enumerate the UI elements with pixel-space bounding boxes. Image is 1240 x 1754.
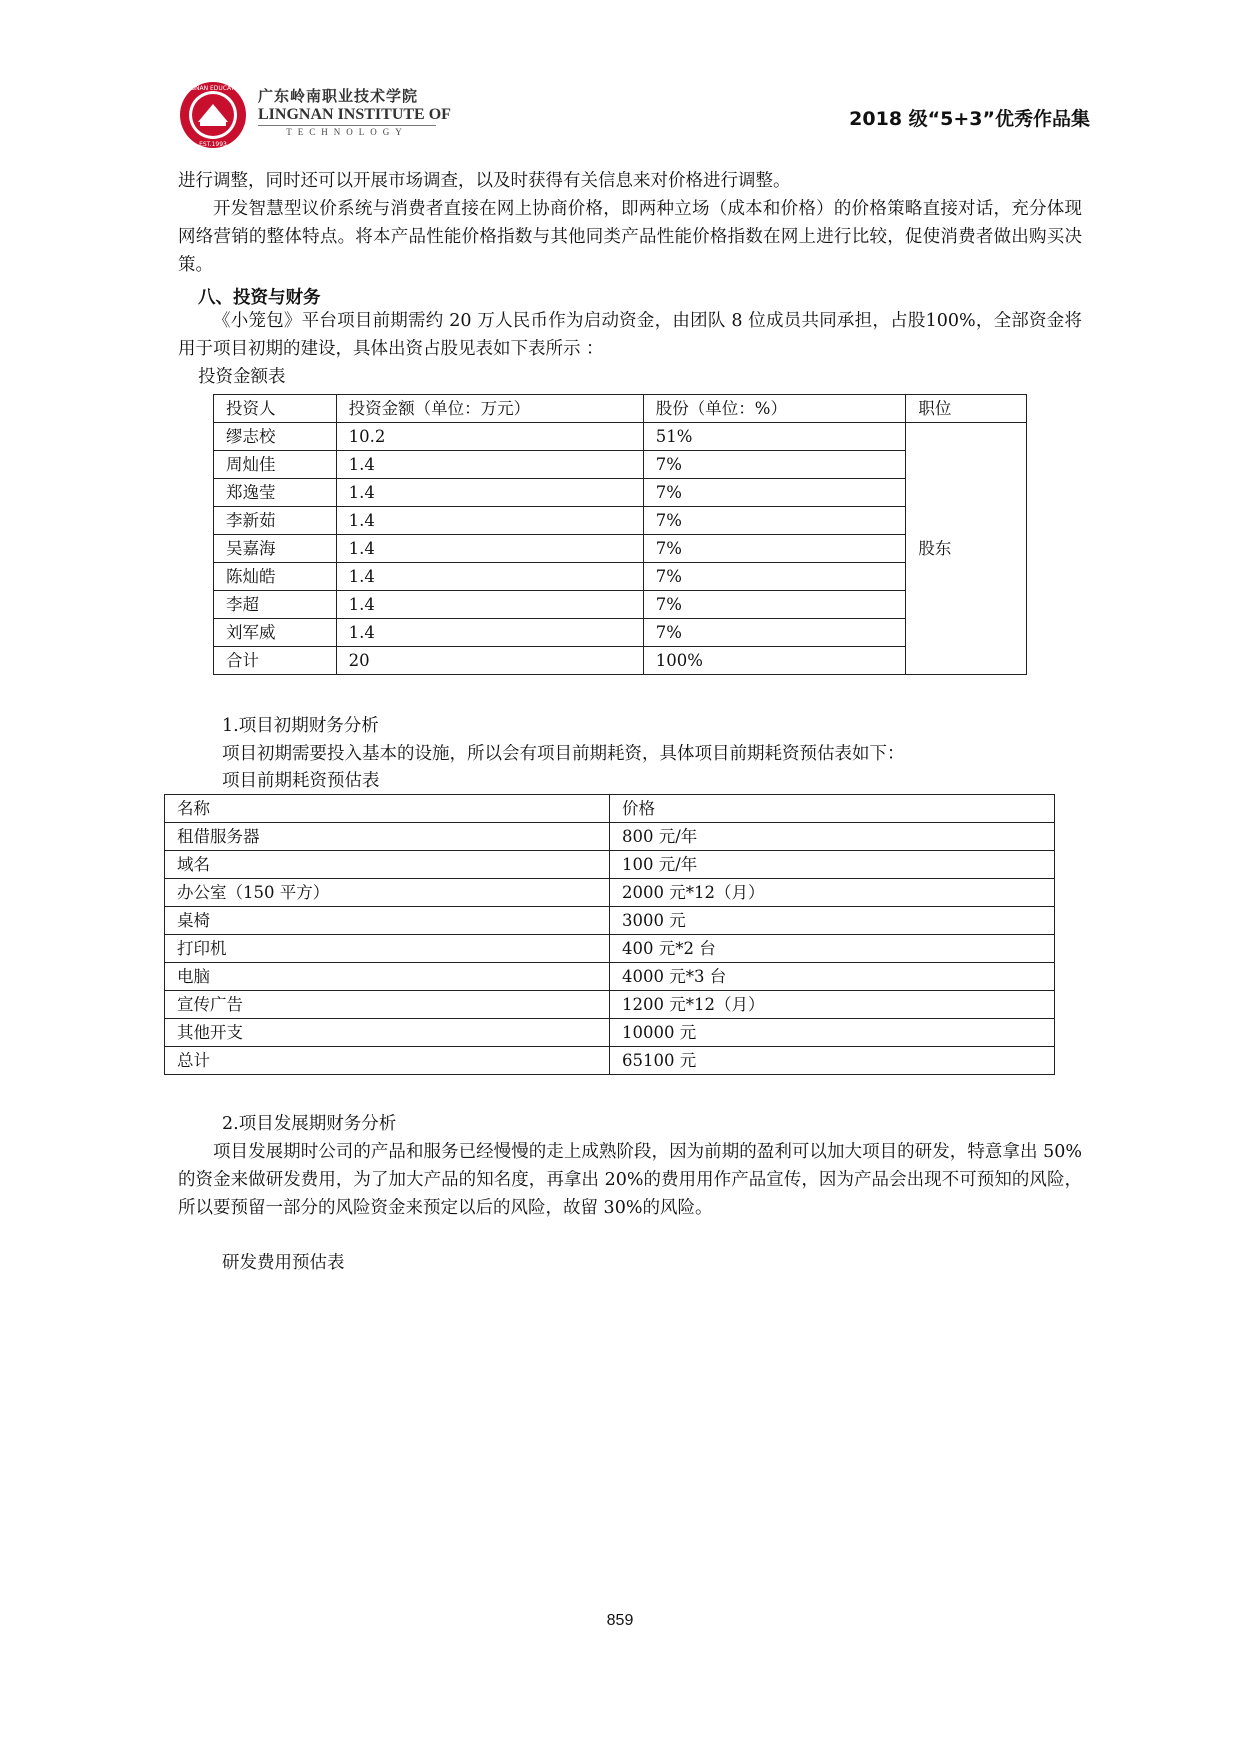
- table-row: [214, 535, 1027, 563]
- cost-table-caption: 项目前期耗资预估表: [222, 771, 380, 791]
- share-percent: 7%: [643, 563, 906, 591]
- table-row: [165, 851, 1055, 879]
- invest-amount: 1.4: [336, 451, 643, 479]
- table-row: [165, 935, 1055, 963]
- cost-item-price: 4000 元*3 台: [610, 963, 1055, 991]
- table-row: [165, 991, 1055, 1019]
- invest-amount: 1.4: [336, 535, 643, 563]
- cost-item-name: 打印机: [165, 935, 610, 963]
- share-percent: 7%: [643, 451, 906, 479]
- table-header-cell: 职位: [906, 395, 1027, 423]
- investor-name: 周灿佳: [214, 451, 337, 479]
- school-name-block: [258, 86, 451, 138]
- logo-text-top: LINGNAN EDUCATION: [180, 85, 246, 92]
- investor-name: 李新茹: [214, 507, 337, 535]
- school-name-en: LINGNAN INSTITUTE OF: [258, 106, 451, 123]
- table-row: [214, 619, 1027, 647]
- subsection-heading-1: 1.项目初期财务分析: [222, 716, 379, 736]
- table-row: [214, 451, 1027, 479]
- invest-table-caption: 投资金额表: [198, 367, 286, 387]
- cost-item-price: 65100 元: [610, 1047, 1055, 1075]
- cost-item-name: 总计: [165, 1047, 610, 1075]
- cost-item-price: 800 元/年: [610, 823, 1055, 851]
- table-row: [165, 823, 1055, 851]
- cost-item-name: 其他开支: [165, 1019, 610, 1047]
- cost-item-name: 租借服务器: [165, 823, 610, 851]
- school-name-cn: 广东岭南职业技术学院: [258, 87, 419, 105]
- paragraph-3: 《小笼包》平台项目前期需约 20 万人民币作为启动资金，由团队 8 位成员共同承担，占股100%，全部资金将用于项目初期的建设，具体出资占股见表如下表所示 ：: [178, 311, 1082, 359]
- investor-name: 合计: [214, 647, 337, 675]
- table-row: [214, 507, 1027, 535]
- cost-table: [164, 794, 1055, 1075]
- school-logo: [178, 80, 248, 150]
- invest-amount: 20: [336, 647, 643, 675]
- table-row: [165, 1019, 1055, 1047]
- table-header-cell: 投资人: [214, 395, 337, 423]
- school-name-en-sub: TECHNOLOGY: [286, 127, 408, 137]
- table-row: [214, 591, 1027, 619]
- cost-item-name: 宣传广告: [165, 991, 610, 1019]
- table-row: [165, 879, 1055, 907]
- cost-item-name: 桌椅: [165, 907, 610, 935]
- share-percent: 100%: [643, 647, 906, 675]
- table-row: [214, 423, 1027, 451]
- invest-table: [213, 394, 1027, 675]
- invest-amount: 1.4: [336, 619, 643, 647]
- paragraph-1: 进行调整，同时还可以开展市场调查，以及时获得有关信息来对价格进行调整。: [178, 171, 791, 191]
- invest-amount: 10.2: [336, 423, 643, 451]
- cost-item-name: 域名: [165, 851, 610, 879]
- table-row: [165, 907, 1055, 935]
- investor-name: 郑逸莹: [214, 479, 337, 507]
- investor-name: 刘军威: [214, 619, 337, 647]
- table-row-total: [214, 647, 1027, 675]
- cost-item-name: 电脑: [165, 963, 610, 991]
- share-percent: 51%: [643, 423, 906, 451]
- table-header-cell: 价格: [610, 795, 1055, 823]
- cost-item-price: 1200 元*12（月）: [610, 991, 1055, 1019]
- cost-item-price: 400 元*2 台: [610, 935, 1055, 963]
- cost-item-price: 100 元/年: [610, 851, 1055, 879]
- share-percent: 7%: [643, 507, 906, 535]
- share-percent: 7%: [643, 535, 906, 563]
- collection-title: 2018 级“5+3”优秀作品集: [849, 108, 1090, 130]
- subsection-heading-2: 2.项目发展期财务分析: [222, 1114, 397, 1134]
- logo-text-bottom: EST.1993: [199, 141, 227, 148]
- section-heading-investment: 八、投资与财务: [198, 288, 321, 308]
- paragraph-4: 项目初期需要投入基本的设施，所以会有项目前期耗资，具体项目前期耗资预估表如下：: [222, 744, 905, 764]
- share-percent: 7%: [643, 479, 906, 507]
- table-row: [165, 963, 1055, 991]
- paragraph-2: 开发智慧型议价系统与消费者直接在网上协商价格，即两种立场（成本和价格）的价格策略直接对话，充分体现网络营销的整体特点。将本产品性能价格指数与其他同类产品性能价格指数在网上进行比较，促使消费者做出购买决策。: [178, 199, 1082, 275]
- invest-amount: 1.4: [336, 507, 643, 535]
- cost-item-price: 10000 元: [610, 1019, 1055, 1047]
- investor-name: 陈灿皓: [214, 563, 337, 591]
- invest-amount: 1.4: [336, 563, 643, 591]
- share-percent: 7%: [643, 619, 906, 647]
- table-header-cell: 名称: [165, 795, 610, 823]
- invest-amount: 1.4: [336, 479, 643, 507]
- table-header-row: [214, 395, 1027, 423]
- investor-name: 缪志校: [214, 423, 337, 451]
- rd-table-caption: 研发费用预估表: [222, 1253, 345, 1273]
- paragraph-5: 项目发展期时公司的产品和服务已经慢慢的走上成熟阶段，因为前期的盈利可以加大项目的研发，特意拿出 50%的资金来做研发费用，为了加大产品的知名度，再拿出 20%的费用用作产品宣传，因为产品会出现不可预知的风险，所以要预留一部分的风险资金来预定以后的风险，故留 30%的风险。: [178, 1142, 1082, 1218]
- table-row: [214, 479, 1027, 507]
- table-header-cell: 投资金额（单位：万元）: [336, 395, 643, 423]
- invest-amount: 1.4: [336, 591, 643, 619]
- table-row: [214, 563, 1027, 591]
- cost-item-price: 3000 元: [610, 907, 1055, 935]
- table-header-cell: 股份（单位：%）: [643, 395, 906, 423]
- table-header-row: [165, 795, 1055, 823]
- share-percent: 7%: [643, 591, 906, 619]
- position-cell: 股东: [906, 423, 1027, 675]
- investor-name: 吴嘉海: [214, 535, 337, 563]
- investor-name: 李超: [214, 591, 337, 619]
- table-row-total: [165, 1047, 1055, 1075]
- page-number: 859: [606, 1612, 634, 1629]
- cost-item-name: 办公室（150 平方）: [165, 879, 610, 907]
- cost-item-price: 2000 元*12（月）: [610, 879, 1055, 907]
